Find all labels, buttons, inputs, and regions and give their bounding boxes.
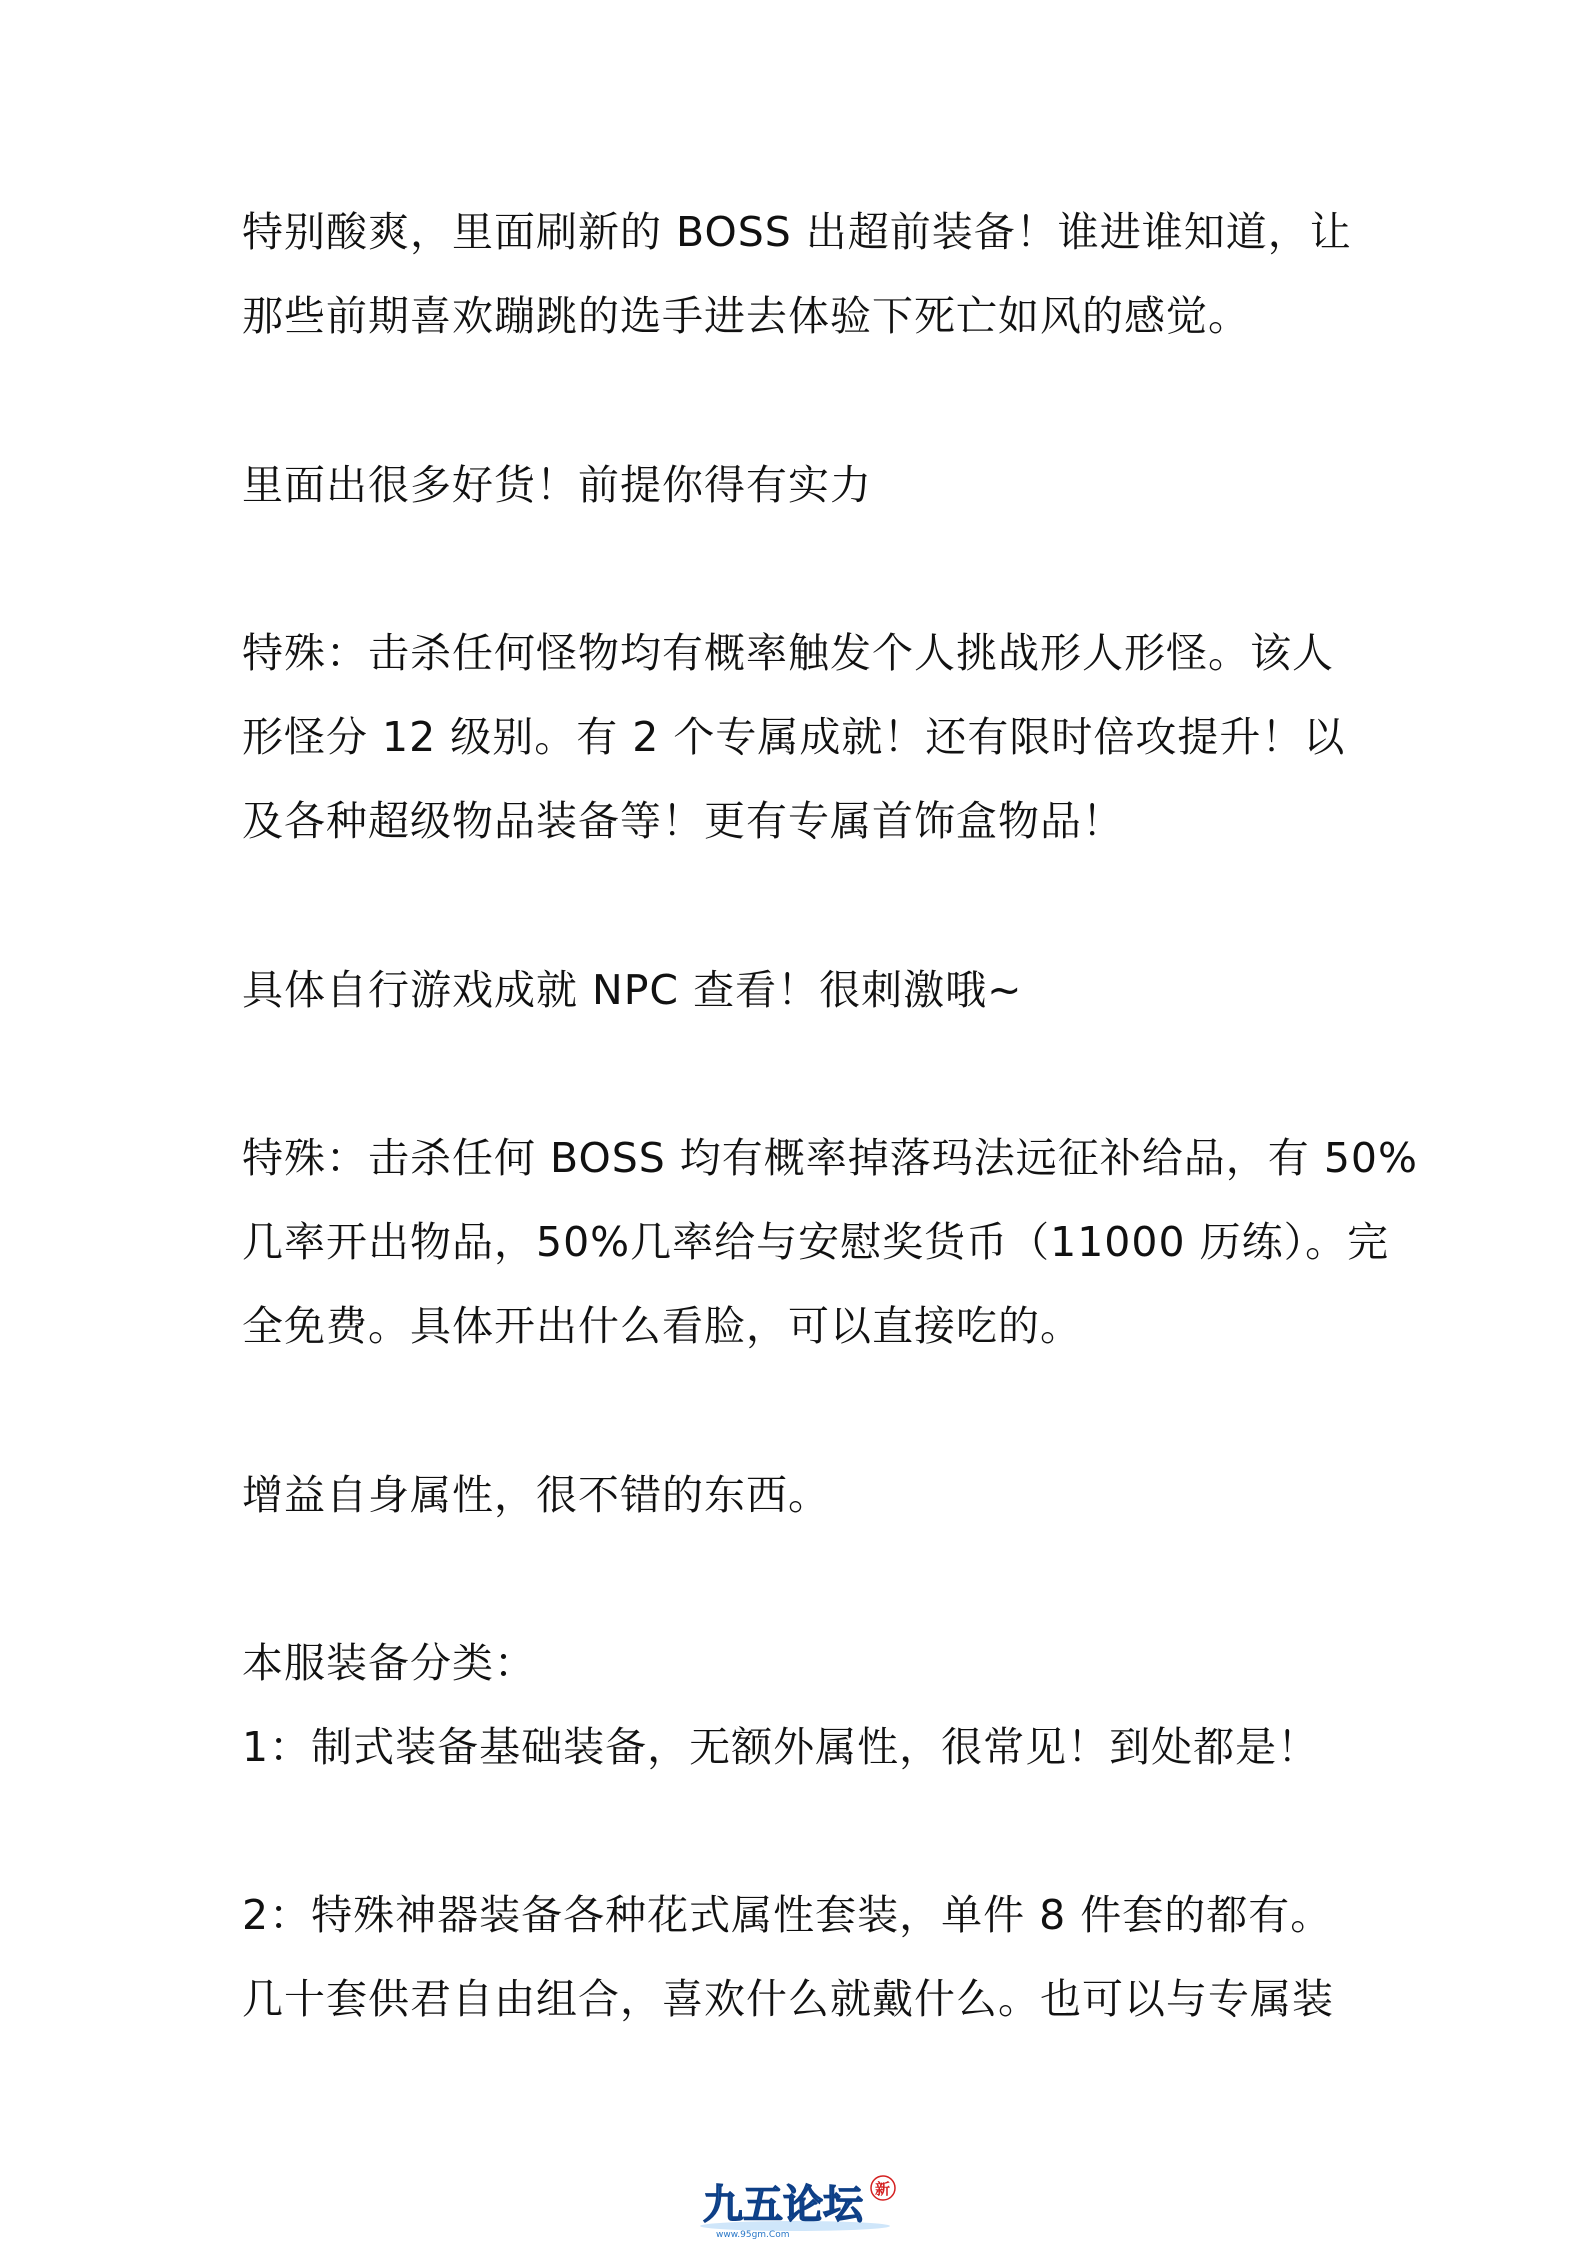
paragraph-line: 2：特殊神器装备各种花式属性套装，单件 8 件套的都有。 bbox=[242, 1891, 1333, 1939]
paragraph-line: 本服装备分类： bbox=[242, 1639, 536, 1687]
paragraph-line: 形怪分 12 级别。有 2 个专属成就！还有限时倍攻提升！以 bbox=[242, 713, 1346, 761]
paragraph-line: 几十套供君自由组合，喜欢什么就戴什么。也可以与专属装 bbox=[242, 1975, 1334, 2023]
paragraph-line: 全免费。具体开出什么看脸，可以直接吃的。 bbox=[242, 1302, 1082, 1350]
site-logo bbox=[695, 2172, 905, 2232]
paragraph-line: 特殊：击杀任何 BOSS 均有概率掉落玛法远征补给品，有 50% bbox=[242, 1134, 1418, 1182]
paragraph-line: 增益自身属性，很不错的东西。 bbox=[242, 1471, 830, 1519]
logo-text: 九五论坛 bbox=[703, 2182, 863, 2228]
paragraph-line: 里面出很多好货！前提你得有实力 bbox=[242, 461, 872, 509]
paragraph-line: 几率开出物品，50%几率给与安慰奖货币（11000 历练）。完 bbox=[242, 1218, 1390, 1266]
paragraph-line: 那些前期喜欢蹦跳的选手进去体验下死亡如风的感觉。 bbox=[242, 292, 1250, 340]
paragraph-line: 特别酸爽，里面刷新的 BOSS 出超前装备！谁进谁知道，让 bbox=[242, 208, 1352, 256]
paragraph-line: 1：制式装备基础装备，无额外属性，很常见！到处都是！ bbox=[242, 1723, 1320, 1771]
paragraph-line: 具体自行游戏成就 NPC 查看！很刺激哦~ bbox=[242, 966, 1023, 1014]
logo-badge: 新 bbox=[875, 2180, 891, 2198]
paragraph-line: 特殊：击杀任何怪物均有概率触发个人挑战形人形怪。该人 bbox=[242, 629, 1334, 677]
paragraph-line: 及各种超级物品装备等！更有专属首饰盒物品！ bbox=[242, 797, 1124, 845]
logo-url-text: www.95gm.Com bbox=[716, 2230, 790, 2240]
